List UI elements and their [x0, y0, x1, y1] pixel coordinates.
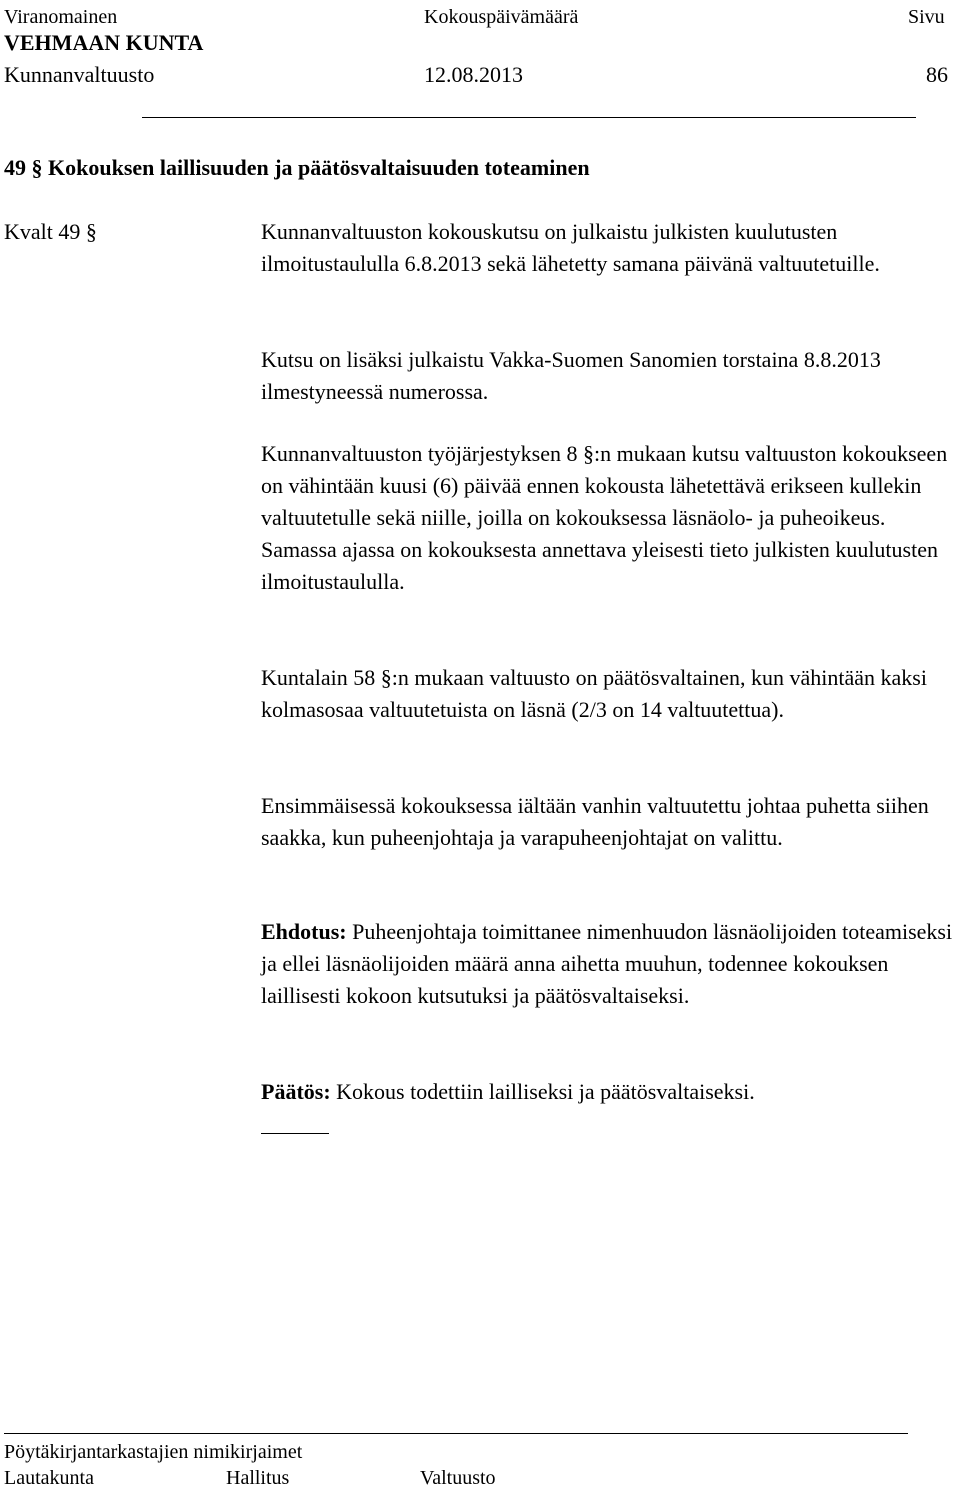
paragraph-2 [261, 344, 960, 408]
paragraph-1-text: Kunnanvaltuuston kokouskutsu on julkaistu julkisten kuulutusten ilmoitustaululla 6.8.2013 sekä lähetetty samana päivänä valtuutetuille. [261, 219, 880, 276]
paragraph-5-text: Ensimmäisessä kokouksessa iältään vanhin valtuutettu johtaa puhetta siihen saakka, kun puheenjohtaja ja varapuheenjohtajat on valittu. [261, 793, 929, 850]
section-reference: Kvalt 49 § [4, 219, 97, 244]
decision [261, 1076, 960, 1108]
proposal-paragraph [261, 916, 960, 1012]
section-end-divider [261, 1133, 329, 1134]
header-page-label: Sivu [908, 6, 945, 28]
proposal-text: Puheenjohtaja toimittanee nimenhuudon läsnäolijoiden toteamiseksi ja ellei läsnäolijoiden määrä anna aihetta muuhun, todennee kokouksen laillisesti kokoon kutsutuksi ja päätösvaltaiseksi. [261, 919, 953, 1008]
paragraph-5 [261, 790, 960, 854]
header-authority-label: Viranomainen [4, 6, 118, 28]
organization-name: VEHMAAN KUNTA [4, 30, 204, 55]
paragraph-1 [261, 216, 960, 280]
footer-signatures-label: Pöytäkirjantarkastajien nimikirjaimet [4, 1441, 303, 1463]
footer-divider [4, 1433, 908, 1434]
footer-hallitus: Hallitus [226, 1467, 290, 1489]
footer-valtuusto: Valtuusto [420, 1467, 496, 1489]
authority-name: Kunnanvaltuusto [4, 62, 155, 87]
proposal-label: Ehdotus: [261, 919, 347, 944]
paragraph-4 [261, 662, 960, 726]
page-number: 86 [926, 62, 948, 87]
header-meeting-date-label: Kokouspäivämäärä [424, 6, 579, 28]
footer-lautakunta: Lautakunta [4, 1467, 94, 1489]
decision-label: Päätös: [261, 1079, 331, 1104]
proposal [261, 916, 960, 1012]
meeting-date: 12.08.2013 [424, 62, 523, 87]
paragraph-3-text: Kunnanvaltuuston työjärjestyksen 8 §:n mukaan kutsu valtuuston kokoukseen on vähintään kuusi (6) päivää ennen kokousta lähetettävä erikseen kullekin valtuutetulle sekä niille, joilla on kokouksessa läsnäolo- ja puheoikeus. Samassa ajassa on kokouksesta annettava yleisesti tieto julkisten kuulutusten ilmoitustaululla. [261, 441, 948, 594]
paragraph-2-text: Kutsu on lisäksi julkaistu Vakka-Suomen Sanomien torstaina 8.8.2013 ilmestyneessä numerossa. [261, 347, 881, 404]
decision-paragraph [261, 1076, 960, 1108]
section-title: 49 § Kokouksen laillisuuden ja päätösvaltaisuuden toteaminen [4, 155, 590, 180]
paragraph-3 [261, 438, 960, 598]
header-divider [142, 117, 916, 118]
paragraph-4-text: Kuntalain 58 §:n mukaan valtuusto on päätösvaltainen, kun vähintään kaksi kolmasosaa valtuutetuista on läsnä (2/3 on 14 valtuutettua). [261, 665, 927, 722]
decision-text: Kokous todettiin lailliseksi ja päätösvaltaiseksi. [330, 1079, 755, 1104]
